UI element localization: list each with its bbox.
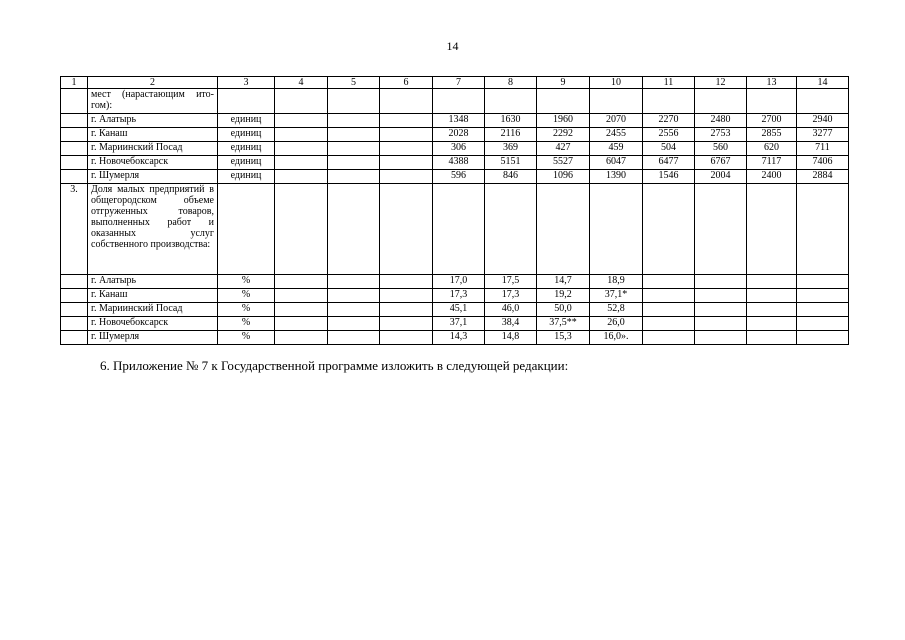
indicator-name-cell: г. Шумерля [88, 331, 218, 345]
value-cell [695, 289, 747, 303]
table-row [61, 156, 849, 170]
value-cell: 17,0 [433, 275, 485, 289]
value-cell [797, 184, 849, 275]
value-cell [328, 331, 380, 345]
value-cell: 14,7 [537, 275, 590, 289]
value-cell [590, 184, 643, 275]
value-cell: 15,3 [537, 331, 590, 345]
value-cell [695, 331, 747, 345]
value-cell [747, 331, 797, 345]
value-cell [643, 303, 695, 317]
indicator-name-cell: г. Новочебоксарск [88, 317, 218, 331]
value-cell [380, 114, 433, 128]
value-cell [643, 331, 695, 345]
value-cell [275, 170, 328, 184]
value-cell [485, 89, 537, 114]
value-cell [590, 89, 643, 114]
unit-cell [218, 184, 275, 275]
value-cell: 596 [433, 170, 485, 184]
value-cell [328, 303, 380, 317]
value-cell: 38,4 [485, 317, 537, 331]
value-cell: 19,2 [537, 289, 590, 303]
value-cell: 45,1 [433, 303, 485, 317]
unit-cell: единиц [218, 156, 275, 170]
table-row [61, 184, 849, 275]
value-cell [797, 317, 849, 331]
value-cell [797, 331, 849, 345]
value-cell: 6047 [590, 156, 643, 170]
value-cell: 1546 [643, 170, 695, 184]
value-cell [275, 303, 328, 317]
value-cell: 37,1* [590, 289, 643, 303]
value-cell: 1096 [537, 170, 590, 184]
value-cell: 620 [747, 142, 797, 156]
column-number: 13 [747, 77, 797, 89]
value-cell [275, 317, 328, 331]
value-cell: 7406 [797, 156, 849, 170]
value-cell [275, 275, 328, 289]
value-cell [328, 275, 380, 289]
value-cell: 2940 [797, 114, 849, 128]
value-cell [643, 275, 695, 289]
value-cell [380, 89, 433, 114]
value-cell [275, 184, 328, 275]
row-number-cell [61, 170, 88, 184]
indicators-table [60, 76, 849, 345]
value-cell [380, 184, 433, 275]
value-cell: 16,0». [590, 331, 643, 345]
value-cell: 2116 [485, 128, 537, 142]
table-row [61, 170, 849, 184]
value-cell [380, 170, 433, 184]
value-cell: 2004 [695, 170, 747, 184]
value-cell: 17,3 [433, 289, 485, 303]
value-cell [380, 303, 433, 317]
column-number: 9 [537, 77, 590, 89]
row-number-cell [61, 128, 88, 142]
value-cell [380, 275, 433, 289]
unit-cell: единиц [218, 170, 275, 184]
value-cell: 50,0 [537, 303, 590, 317]
column-number: 5 [328, 77, 380, 89]
value-cell [328, 317, 380, 331]
value-cell [747, 275, 797, 289]
row-number-cell [61, 156, 88, 170]
table-row [61, 331, 849, 345]
value-cell [328, 128, 380, 142]
value-cell: 52,8 [590, 303, 643, 317]
page-number: 14 [446, 39, 459, 53]
row-number-cell [61, 317, 88, 331]
value-cell [747, 89, 797, 114]
value-cell: 6767 [695, 156, 747, 170]
value-cell [747, 303, 797, 317]
table-row [61, 142, 849, 156]
value-cell [797, 289, 849, 303]
value-cell [275, 128, 328, 142]
value-cell [695, 275, 747, 289]
table-header-row [61, 77, 849, 89]
value-cell: 711 [797, 142, 849, 156]
value-cell: 46,0 [485, 303, 537, 317]
value-cell [643, 289, 695, 303]
value-cell: 1630 [485, 114, 537, 128]
table-row [61, 303, 849, 317]
value-cell: 846 [485, 170, 537, 184]
column-number: 3 [218, 77, 275, 89]
value-cell: 2480 [695, 114, 747, 128]
table-row [61, 114, 849, 128]
unit-cell: единиц [218, 114, 275, 128]
value-cell [275, 331, 328, 345]
value-cell: 18,9 [590, 275, 643, 289]
value-cell [797, 89, 849, 114]
row-number-cell [61, 289, 88, 303]
value-cell: 1348 [433, 114, 485, 128]
column-number: 12 [695, 77, 747, 89]
row-number-cell [61, 142, 88, 156]
value-cell: 4388 [433, 156, 485, 170]
unit-cell [218, 89, 275, 114]
indicator-name-cell: г. Алатырь [88, 114, 218, 128]
value-cell: 5527 [537, 156, 590, 170]
value-cell [328, 142, 380, 156]
table-row [61, 275, 849, 289]
value-cell: 2884 [797, 170, 849, 184]
value-cell [275, 289, 328, 303]
value-cell: 2753 [695, 128, 747, 142]
value-cell: 427 [537, 142, 590, 156]
indicator-name-cell: г. Новочебоксарск [88, 156, 218, 170]
value-cell [328, 184, 380, 275]
value-cell [537, 184, 590, 275]
value-cell [275, 89, 328, 114]
indicator-name-cell: г. Мариинский Посад [88, 142, 218, 156]
value-cell [433, 184, 485, 275]
unit-cell: единиц [218, 128, 275, 142]
value-cell [433, 89, 485, 114]
column-number: 11 [643, 77, 695, 89]
value-cell [695, 303, 747, 317]
row-number-cell [61, 303, 88, 317]
value-cell [643, 317, 695, 331]
value-cell: 2270 [643, 114, 695, 128]
value-cell [797, 303, 849, 317]
value-cell [643, 184, 695, 275]
value-cell: 6477 [643, 156, 695, 170]
row-number-cell [61, 275, 88, 289]
value-cell [380, 317, 433, 331]
value-cell: 5151 [485, 156, 537, 170]
value-cell: 2455 [590, 128, 643, 142]
value-cell [328, 114, 380, 128]
row-number-cell [61, 114, 88, 128]
value-cell: 37,1 [433, 317, 485, 331]
row-number-cell: 3. [61, 184, 88, 275]
value-cell [275, 142, 328, 156]
value-cell [747, 184, 797, 275]
unit-cell: % [218, 289, 275, 303]
column-number: 1 [61, 77, 88, 89]
value-cell: 2700 [747, 114, 797, 128]
value-cell [275, 114, 328, 128]
value-cell [695, 317, 747, 331]
value-cell [380, 289, 433, 303]
unit-cell: единиц [218, 142, 275, 156]
value-cell: 37,5** [537, 317, 590, 331]
value-cell: 306 [433, 142, 485, 156]
unit-cell: % [218, 275, 275, 289]
value-cell [537, 89, 590, 114]
value-cell: 2556 [643, 128, 695, 142]
column-number: 10 [590, 77, 643, 89]
value-cell: 2070 [590, 114, 643, 128]
indicator-name-cell: г. Канаш [88, 128, 218, 142]
row-number-cell [61, 89, 88, 114]
value-cell [797, 275, 849, 289]
value-cell [328, 156, 380, 170]
value-cell [380, 331, 433, 345]
column-number: 14 [797, 77, 849, 89]
value-cell: 26,0 [590, 317, 643, 331]
value-cell [695, 184, 747, 275]
value-cell [380, 128, 433, 142]
value-cell: 504 [643, 142, 695, 156]
table-row [61, 289, 849, 303]
value-cell [485, 184, 537, 275]
value-cell: 14,8 [485, 331, 537, 345]
value-cell: 2855 [747, 128, 797, 142]
value-cell [328, 289, 380, 303]
column-number: 7 [433, 77, 485, 89]
value-cell [328, 170, 380, 184]
indicator-name-cell: Доля малых предприятий в общегородском объеме отгруженных товаров, выполненных работ и оказанных услуг собственного производства: [88, 184, 218, 275]
unit-cell: % [218, 317, 275, 331]
value-cell [328, 89, 380, 114]
value-cell: 2028 [433, 128, 485, 142]
value-cell: 17,5 [485, 275, 537, 289]
value-cell: 17,3 [485, 289, 537, 303]
indicator-name-cell: г. Мариинский Посад [88, 303, 218, 317]
column-number: 6 [380, 77, 433, 89]
indicator-name-cell: г. Алатырь [88, 275, 218, 289]
value-cell [747, 317, 797, 331]
row-number-cell [61, 331, 88, 345]
indicator-name-cell: г. Канаш [88, 289, 218, 303]
value-cell: 2292 [537, 128, 590, 142]
value-cell [747, 289, 797, 303]
value-cell: 1960 [537, 114, 590, 128]
unit-cell: % [218, 303, 275, 317]
value-cell: 560 [695, 142, 747, 156]
value-cell: 3277 [797, 128, 849, 142]
value-cell: 2400 [747, 170, 797, 184]
value-cell: 1390 [590, 170, 643, 184]
value-cell: 14,3 [433, 331, 485, 345]
column-number: 8 [485, 77, 537, 89]
value-cell [643, 89, 695, 114]
value-cell: 7117 [747, 156, 797, 170]
indicator-name-cell: г. Шумерля [88, 170, 218, 184]
column-number: 2 [88, 77, 218, 89]
unit-cell: % [218, 331, 275, 345]
column-number: 4 [275, 77, 328, 89]
value-cell [695, 89, 747, 114]
value-cell [380, 156, 433, 170]
indicator-name-cell: мест (нарастающим ито-гом): [88, 89, 218, 114]
value-cell [380, 142, 433, 156]
value-cell [275, 156, 328, 170]
table-row [61, 89, 849, 114]
value-cell: 369 [485, 142, 537, 156]
table-row [61, 128, 849, 142]
value-cell: 459 [590, 142, 643, 156]
table-row [61, 317, 849, 331]
closing-paragraph: 6. Приложение № 7 к Государственной программе изложить в следующей редакции: [100, 358, 569, 373]
